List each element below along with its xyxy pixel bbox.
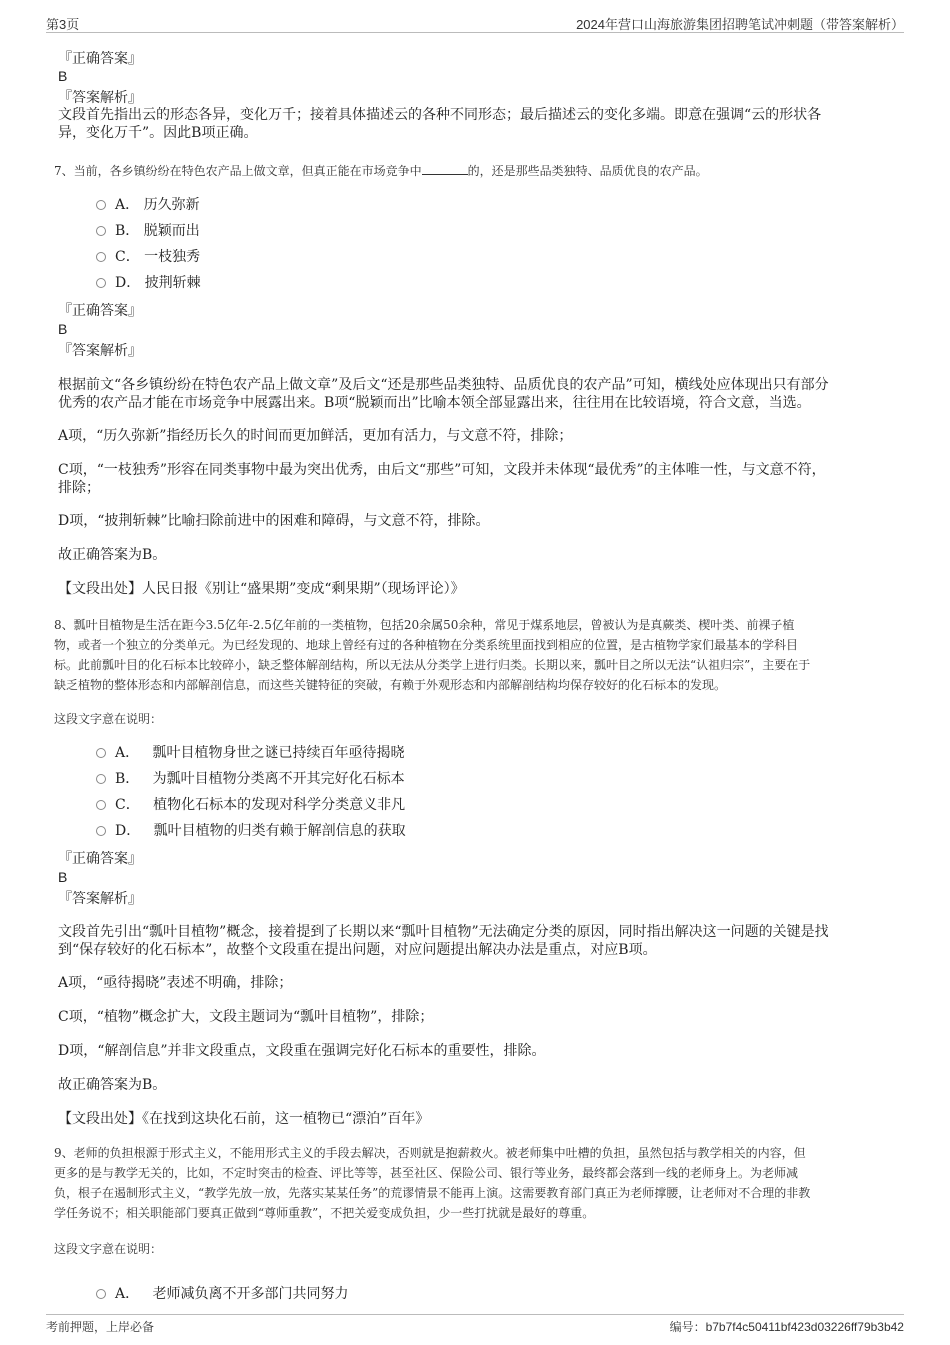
- analysis-label: 『答案解析』: [58, 343, 142, 359]
- radio-icon[interactable]: [96, 200, 106, 210]
- analysis-line: 排除；: [58, 480, 100, 496]
- analysis-line: 到“保存较好的化石标本”，故整个文段重在提出问题，对应问题提出解决办法是重点，对应B项。: [58, 942, 657, 958]
- question-9-text: 负，根子在遏制形式主义，“教学先放一放，先落实某某任务”的荒谬情景不能再上演。这需要教育部门真正为老师撑腰，让老师对不合理的非教: [54, 1186, 811, 1200]
- q7-option-a[interactable]: A． 历久弥新: [96, 196, 200, 214]
- analysis-line: 故正确答案为B。: [58, 1077, 167, 1093]
- radio-icon[interactable]: [96, 774, 106, 784]
- page-header: [46, 12, 904, 33]
- document-id: 编号：b7b7f4c50411bf423d03226ff79b3b42: [669, 1320, 904, 1334]
- question-9-text: 更多的是与教学无关的，比如，不定时突击的检查、评比等等，甚至社区、保险公司、银行等业务，最终都会落到一线的老师身上。为老师减: [54, 1166, 799, 1180]
- radio-icon[interactable]: [96, 800, 106, 810]
- q7-option-d[interactable]: D． 披荆斩棘: [96, 274, 201, 292]
- analysis-line: C项，“植物”概念扩大，文段主题词为“瓢叶目植物”，排除；: [58, 1009, 434, 1025]
- q7-option-c[interactable]: C． 一枝独秀: [96, 248, 200, 266]
- answer-label: 『正确答案』: [58, 851, 142, 867]
- analysis-label: 『答案解析』: [58, 90, 142, 106]
- radio-icon[interactable]: [96, 1289, 106, 1299]
- analysis-line: D项，“披荆斩棘”比喻扫除前进中的困难和障碍，与文意不符，排除。: [58, 513, 490, 529]
- source-line: 【文段出处】《在找到这块化石前，这一植物已“漂泊”百年》: [58, 1111, 430, 1127]
- analysis-line: 文段首先引出“瓢叶目植物”概念，接着提到了长期以来“瓢叶目植物”无法确定分类的原因，同时指出解决这一问题的关键是找: [58, 924, 829, 940]
- q8-option-d[interactable]: D． 瓢叶目植物的归类有赖于解剖信息的获取: [96, 822, 406, 840]
- answer-value: B: [58, 321, 68, 337]
- answer-label: 『正确答案』: [58, 51, 142, 67]
- q8-option-a[interactable]: A． 瓢叶目植物身世之谜已持续百年亟待揭晓: [96, 744, 404, 762]
- question-9-text: 学任务说不；相关职能部门要真正做到“尊师重教”，不把关爱变成负担，少一些打扰就是最好的尊重。: [54, 1206, 595, 1220]
- analysis-line: 文段首先指出云的形态各异，变化万千；接着具体描述云的各种不同形态；最后描述云的变化多端。即意在强调“云的形状各: [58, 107, 822, 123]
- question-8-text: 标。此前瓢叶目的化石标本比较碎小，缺乏整体解剖结构，所以无法从分类学上进行归类。长期以来，瓢叶目之所以无法“认祖归宗”，主要在于: [54, 658, 811, 672]
- page-number: 第3页: [46, 17, 80, 32]
- question-stem: 这段文字意在说明：: [54, 1242, 163, 1256]
- analysis-line: D项，“解剖信息”并非文段重点，文段重在强调完好化石标本的重要性，排除。: [58, 1043, 546, 1059]
- document-title: 2024年营口山海旅游集团招聘笔试冲刺题（带答案解析）: [576, 17, 904, 32]
- radio-icon[interactable]: [96, 748, 106, 758]
- answer-value: B: [58, 68, 68, 84]
- analysis-line: 故正确答案为B。: [58, 547, 167, 563]
- radio-icon[interactable]: [96, 226, 106, 236]
- question-8-text: 8、瓢叶目植物是生活在距今3.5亿年-2.5亿年前的一类植物，包括20余属50余种，常见于煤系地层，曾被认为是真蕨类、楔叶类、前裸子植: [54, 618, 795, 632]
- analysis-label: 『答案解析』: [58, 891, 142, 907]
- q9-option-a[interactable]: A． 老师减负离不开多部门共同努力: [96, 1285, 348, 1303]
- q8-option-c[interactable]: C． 植物化石标本的发现对科学分类意义非凡: [96, 796, 405, 814]
- question-8-text: 物，或者一个独立的分类单元。为已经发现的、地球上曾经有过的各种植物在分类系统里面找到相应的位置，是古植物学家们最基本的学科目: [54, 638, 799, 652]
- radio-icon[interactable]: [96, 252, 106, 262]
- analysis-line: 优秀的农产品才能在市场竞争中展露出来。B项“脱颖而出”比喻本领全部显露出来，往往用在比较语境，符合文意，当选。: [58, 395, 811, 411]
- question-8-text: 缺乏植物的整体形态和内部解剖信息，而这些关键特征的突破，有赖于外观形态和内部解剖结构均保存较好的化石标本的发现。: [54, 678, 727, 692]
- answer-label: 『正确答案』: [58, 303, 142, 319]
- question-stem: 这段文字意在说明：: [54, 712, 163, 726]
- source-line: 【文段出处】人民日报《别让“盛果期”变成“剩果期”（现场评论）》: [58, 581, 465, 597]
- analysis-line: A项，“历久弥新”指经历长久的时间而更加鲜活，更加有活力，与文意不符，排除；: [58, 428, 573, 444]
- q8-option-b[interactable]: B． 为瓢叶目植物分类离不开其完好化石标本: [96, 770, 405, 788]
- analysis-line: A项，“亟待揭晓”表述不明确，排除；: [58, 975, 293, 991]
- analysis-line: 根据前文“各乡镇纷纷在特色农产品上做文章”及后文“还是那些品类独特、品质优良的农产品”可知，横线处应体现出只有部分: [58, 377, 829, 393]
- question-9-text: 9、老师的负担根源于形式主义，不能用形式主义的手段去解决，否则就是抱薪救火。被老师集中吐槽的负担，虽然包括与教学相关的内容，但: [54, 1146, 806, 1160]
- answer-value: B: [58, 869, 68, 885]
- radio-icon[interactable]: [96, 278, 106, 288]
- answer-blank: [422, 162, 468, 175]
- footer-slogan: 考前押题，上岸必备: [46, 1320, 155, 1334]
- question-7-text: 7、当前，各乡镇纷纷在特色农产品上做文章，但真正能在市场竞争中 的，还是那些品类独特、品质优良的农产品。: [54, 164, 708, 178]
- analysis-line: C项，“一枝独秀”形容在同类事物中最为突出优秀，由后文“那些”可知，文段并未体现“最优秀”的主体唯一性，与文意不符，: [58, 462, 826, 478]
- radio-icon[interactable]: [96, 826, 106, 836]
- q7-option-b[interactable]: B． 脱颖而出: [96, 222, 200, 240]
- analysis-line: 异，变化万千”。因此B项正确。: [58, 125, 258, 141]
- page-footer: [46, 1314, 904, 1335]
